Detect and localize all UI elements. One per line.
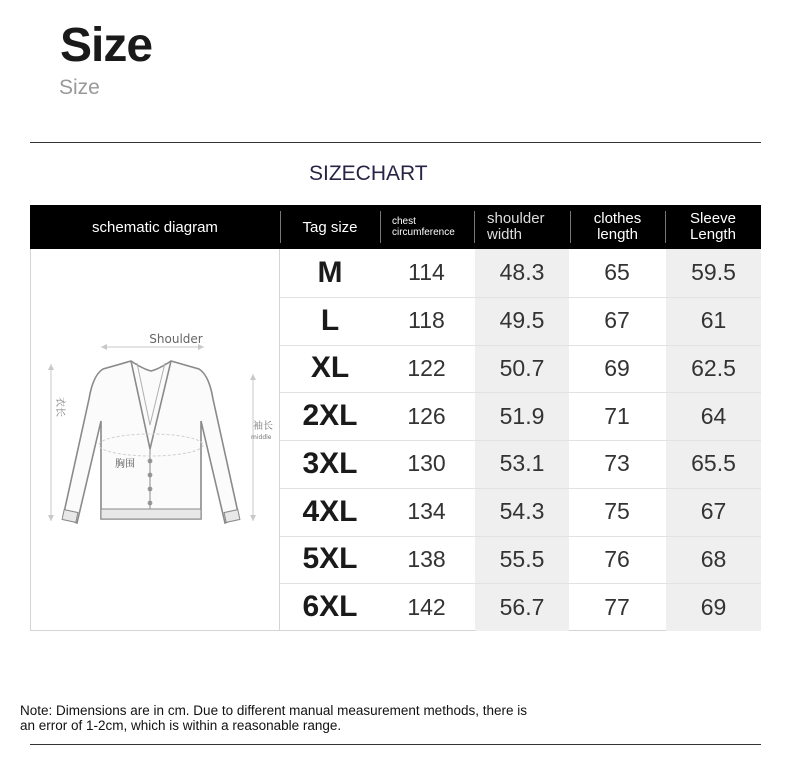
header-shoulder-line2: width bbox=[487, 226, 523, 243]
chest-cell: 130 bbox=[407, 450, 446, 477]
note-line-2: an error of 1-2cm, which is within a reasonable range. bbox=[20, 718, 342, 733]
chest-cell: 118 bbox=[408, 307, 445, 334]
sleeve-cell: 68 bbox=[666, 536, 761, 584]
size-cell: 3XL bbox=[302, 446, 358, 480]
sleeve-cell: 65.5 bbox=[666, 440, 761, 488]
schematic-diagram-cell bbox=[30, 249, 280, 631]
row-divider bbox=[280, 392, 761, 393]
size-cell: 6XL bbox=[302, 590, 358, 624]
sleeve-cell: 62.5 bbox=[666, 345, 761, 393]
top-divider bbox=[30, 142, 761, 143]
hem-ribbing bbox=[101, 509, 201, 519]
length-cell: 65 bbox=[604, 259, 630, 286]
sleeve-cell: 69 bbox=[666, 583, 761, 631]
size-cell: 2XL bbox=[302, 399, 358, 433]
row-divider bbox=[280, 345, 761, 346]
table-row bbox=[280, 392, 761, 440]
header-length-line2: length bbox=[597, 226, 638, 243]
size-chart-title: SIZECHART bbox=[309, 162, 428, 185]
size-cell: M bbox=[317, 255, 343, 289]
sleeve-cell: 59.5 bbox=[666, 249, 761, 297]
table-header bbox=[30, 205, 761, 249]
shoulder-cell: 48.3 bbox=[475, 249, 569, 297]
left-cuff bbox=[62, 510, 78, 523]
shoulder-cell: 53.1 bbox=[475, 440, 569, 488]
header-chest-circumference bbox=[392, 205, 482, 249]
table-row bbox=[280, 440, 761, 488]
chest-cell: 122 bbox=[407, 354, 446, 381]
length-cell: 75 bbox=[604, 498, 630, 525]
header-chest-line2: circumference bbox=[392, 227, 455, 238]
cardigan-schematic-image bbox=[31, 249, 281, 631]
header-sleeve-length bbox=[665, 205, 761, 249]
header-shoulder-width bbox=[487, 205, 572, 249]
row-divider bbox=[280, 583, 761, 584]
table-row bbox=[280, 249, 761, 297]
shoulder-cell: 56.7 bbox=[475, 583, 569, 631]
header-schematic-diagram: schematic diagram bbox=[92, 218, 218, 236]
chest-cell: 142 bbox=[407, 593, 446, 620]
shoulder-cell: 49.5 bbox=[475, 297, 569, 345]
size-cell: 4XL bbox=[302, 494, 358, 528]
size-cell: XL bbox=[310, 351, 350, 385]
length-cell: 73 bbox=[604, 450, 630, 477]
sleeve-label: 袖长 bbox=[253, 421, 273, 432]
shoulder-label: Shoulder bbox=[149, 332, 203, 346]
length-label: 衣长 bbox=[54, 397, 65, 417]
size-chart-table bbox=[30, 205, 761, 631]
length-cell: 77 bbox=[604, 593, 630, 620]
header-sleeve-line2: Length bbox=[690, 226, 736, 243]
right-cuff bbox=[224, 510, 240, 523]
header-tag-size: Tag size bbox=[302, 218, 358, 236]
measurement-note bbox=[20, 703, 640, 733]
row-divider bbox=[280, 488, 761, 489]
table-row bbox=[280, 345, 761, 393]
size-cell: L bbox=[320, 303, 340, 337]
table-row bbox=[280, 583, 761, 631]
header-shoulder-line1: shoulder bbox=[487, 210, 545, 227]
sleeve-cell: 64 bbox=[666, 392, 761, 440]
row-divider bbox=[280, 536, 761, 537]
table-row bbox=[280, 536, 761, 584]
sleeve-cell: 67 bbox=[666, 488, 761, 536]
shoulder-cell: 51.9 bbox=[475, 392, 569, 440]
size-cell: 5XL bbox=[302, 542, 358, 576]
row-divider bbox=[280, 297, 761, 298]
length-cell: 67 bbox=[604, 307, 630, 334]
header-sleeve-line1: Sleeve bbox=[690, 210, 736, 227]
header-length-line1: clothes bbox=[593, 210, 642, 227]
sleeve-small-label: middle bbox=[251, 434, 272, 441]
page-title: Size bbox=[60, 19, 153, 72]
chest-cell: 134 bbox=[407, 498, 446, 525]
chest-cell: 126 bbox=[407, 402, 446, 429]
row-divider bbox=[280, 440, 761, 441]
header-separator bbox=[474, 211, 475, 243]
shoulder-cell: 54.3 bbox=[475, 488, 569, 536]
table-row bbox=[280, 488, 761, 536]
note-line-1: Note: Dimensions are in cm. Due to different manual measurement methods, there is bbox=[20, 703, 527, 718]
header-separator bbox=[380, 211, 381, 243]
page-subtitle: Size bbox=[59, 76, 100, 99]
sleeve-cell: 61 bbox=[666, 297, 761, 345]
table-row bbox=[280, 297, 761, 345]
header-chest-line1: chest bbox=[392, 216, 416, 227]
length-cell: 76 bbox=[604, 545, 630, 572]
length-cell: 71 bbox=[604, 402, 630, 429]
length-cell: 69 bbox=[604, 354, 630, 381]
size-rows bbox=[280, 249, 761, 631]
bottom-divider bbox=[30, 744, 761, 745]
chest-cell: 114 bbox=[408, 259, 445, 286]
shoulder-cell: 50.7 bbox=[475, 345, 569, 393]
chest-cell: 138 bbox=[407, 545, 446, 572]
chest-label: 胸围 bbox=[115, 459, 135, 470]
shoulder-cell: 55.5 bbox=[475, 536, 569, 584]
header-clothes-length bbox=[570, 205, 665, 249]
